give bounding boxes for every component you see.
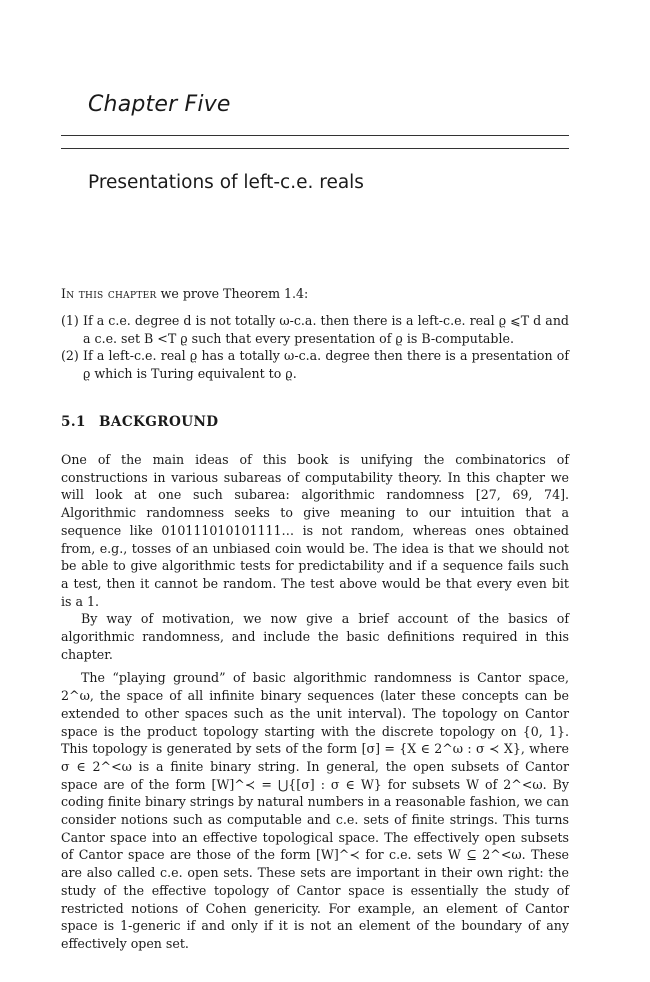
intro-sentence bbox=[61, 285, 569, 303]
list-item-number: (2) bbox=[61, 348, 79, 364]
list-item-text: If a c.e. degree d is not totally ω-c.a. then there is a left-c.e. real ϱ ⩽T d and a c.e. set B <T ϱ such that every presentation of ϱ is B-computable. bbox=[83, 313, 569, 346]
theorem-list bbox=[61, 312, 569, 383]
list-item-number: (1) bbox=[61, 313, 79, 328]
list-item bbox=[61, 312, 569, 347]
list-item bbox=[61, 347, 569, 382]
paragraph: The “playing ground” of basic algorithmic randomness is Cantor space, 2^ω, the space of all infinite binary sequences (later these concepts can be extended to other spaces such as the unit interval). The topology on Cantor space is the product topology starting with the discrete topology on {0, 1}. This topology is generated by sets of the form [σ] = {X ∈ 2^ω : σ ≺ X}, where σ ∈ 2^<ω is a finite binary string. In general, the open subsets of Cantor space are of the form [W]^≺ = ⋃{[σ] : σ ∈ W} for subsets W of 2^<ω. By coding finite binary strings by natural numbers in a reasonable fashion, we can consider notions such as computable and c.e. sets of finite strings. This turns Cantor space into an effective topological space. The effectively open subsets of Cantor space are those of the form [W]^≺ for c.e. sets W ⊆ 2^<ω. These are also called c.e. open sets. These sets are important in their own right: the study of the effective topology of Cantor space is essentially the study of restricted notions of Cohen genericity. For example, an element of Cantor space is 1-generic if and only if it is not an element of the boundary of any effectively open set. bbox=[61, 670, 569, 951]
intro-lead-caps: In this chapter bbox=[61, 286, 157, 301]
header-rule-top bbox=[61, 135, 569, 136]
list-item-text: If a left-c.e. real ϱ has a totally ω-c.a. degree then there is a presentation of ϱ which is Turing equivalent to ϱ. bbox=[83, 348, 569, 382]
chapter-title: Presentations of left-c.e. reals bbox=[88, 172, 364, 193]
paragraph: One of the main ideas of this book is unifying the combinatorics of constructions in various subareas of computability theory. In this chapter we will look at one such subarea: algorithmic randomness [27, 69, 74]. Algorithmic randomness seeks to give meaning to our intuition that a sequence like 010111010101111… is not random, whereas ones obtained from, e.g., tosses of an unbiased coin would be. The idea is that we should not be able to give algorithmic tests for predictability and if a sequence fails such a test, then it cannot be random. The test above would be that every even bit is a 1. bbox=[61, 452, 569, 609]
intro-rest: we prove Theorem 1.4: bbox=[156, 286, 309, 301]
chapter-label: Chapter Five bbox=[88, 92, 231, 117]
section-heading bbox=[61, 414, 569, 430]
header-rule-bottom bbox=[61, 148, 569, 149]
section-title: BACKGROUND bbox=[99, 414, 219, 430]
section-number: 5.1 bbox=[61, 414, 86, 430]
body-paragraphs bbox=[61, 451, 569, 953]
paragraph: By way of motivation, we now give a brief account of the basics of algorithmic randomness, and include the basic definitions required in this chapter. bbox=[61, 611, 569, 662]
